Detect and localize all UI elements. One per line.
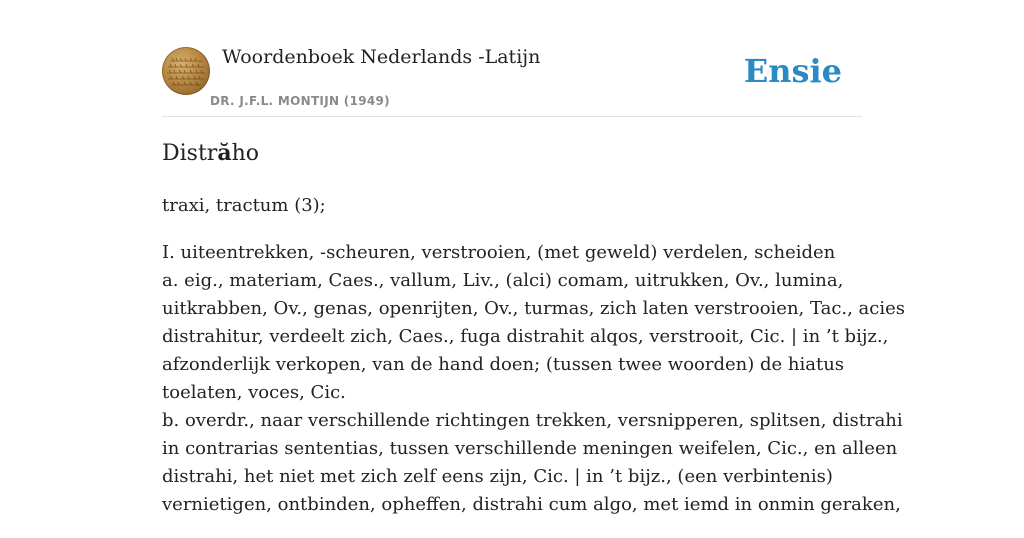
book-author: DR. J.F.L. MONTIJN (1949) <box>210 94 390 108</box>
definition-line: b. overdr., naar verschillende richtingen trekken, versnipperen, splitsen, distrahi <box>162 410 903 431</box>
page <box>162 0 906 515</box>
entry-forms: traxi, tractum (3); <box>162 195 326 216</box>
definition-line: toelaten, voces, Cic. <box>162 382 346 403</box>
definition-line: a. eig., materiam, Caes., vallum, Liv., (alci) comam, uitrukken, Ov., lumina, <box>162 270 844 291</box>
entry-definition <box>162 239 906 519</box>
ensie-brand-logo[interactable]: Ensie <box>743 52 842 90</box>
page-header <box>162 0 862 117</box>
definition-line: afzonderlijk verkopen, van de hand doen; (tussen twee woorden) de hiatus <box>162 354 845 375</box>
definition-line: distrahitur, verdeelt zich, Caes., fuga distrahit alqos, verstrooit, Cic. | in ’t bijz., <box>162 326 889 347</box>
definition-line: in contrarias sententias, tussen verschillende meningen weifelen, Cic., en alleen <box>162 438 898 459</box>
entry-title-accent: ă <box>217 140 232 166</box>
definition-line: vernietigen, ontbinden, opheffen, distrahi cum algo, met iemd in onmin geraken, <box>162 494 901 515</box>
definition-line: distrahi, het niet met zich zelf eens zijn, Cic. | in ’t bijz., (een verbintenis) <box>162 466 833 487</box>
entry-title <box>162 140 259 166</box>
book-title[interactable]: Woordenboek Nederlands -Latijn <box>222 46 541 68</box>
definition-line: uitkrabben, Ov., genas, openrijten, Ov., turmas, zich laten verstrooien, Tac., acies <box>162 298 906 319</box>
entry-title-prefix: Distr <box>162 141 218 166</box>
definition-line: I. uiteentrekken, -scheuren, verstrooien, (met geweld) verdelen, scheiden <box>162 242 836 263</box>
entry-content <box>162 192 906 538</box>
entry-title-suffix: ho <box>231 141 260 166</box>
coin-inscription-logo-icon[interactable] <box>162 47 210 95</box>
